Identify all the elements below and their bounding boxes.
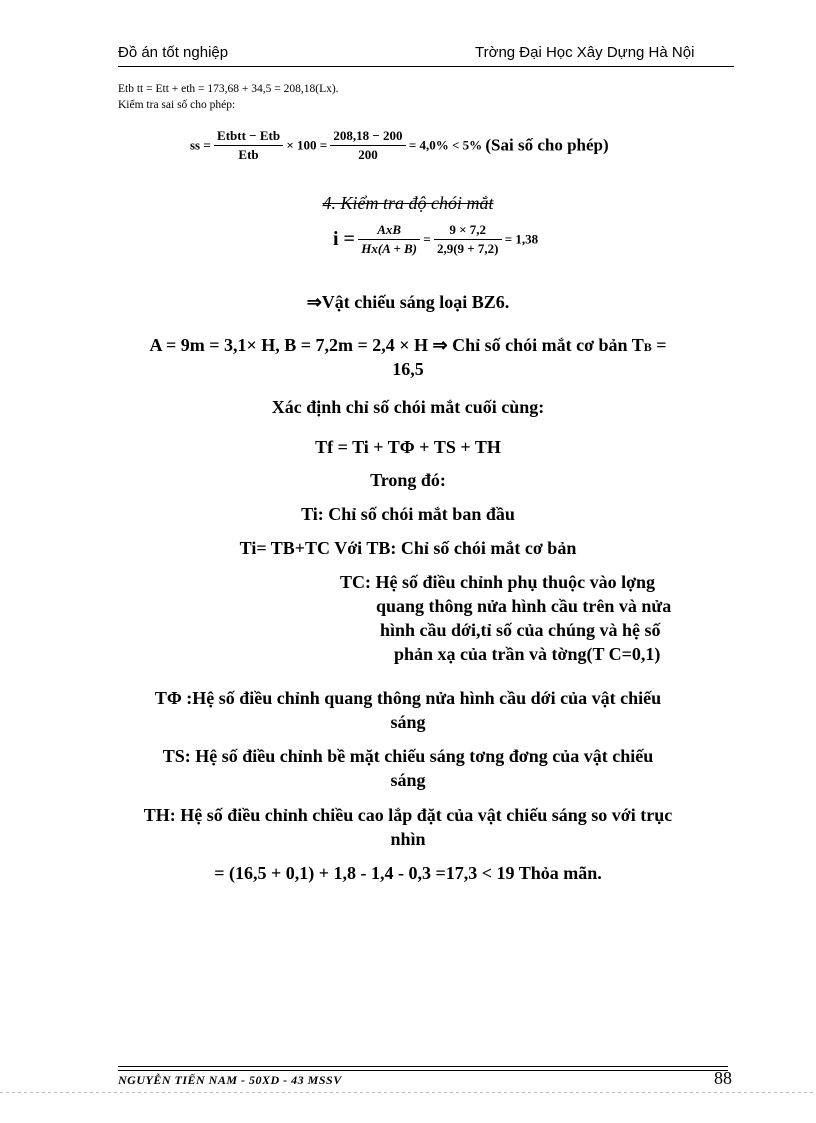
def-tc-1: TC: Hệ số điều chỉnh phụ thuộc vào lợng — [340, 572, 656, 592]
dimensions-text: A = 9m = 3,1× H, B = 7,2m = 2,4 × H ⇒ Chỉ số chói mắt cơ bản T — [149, 335, 644, 355]
final-index-formula: Tf = Ti + TΦ + TS + TH — [315, 437, 501, 457]
eq2-eq: = — [423, 231, 431, 247]
glare-index-equation — [333, 222, 538, 257]
eq2-fraction — [358, 222, 420, 257]
eq2-numerator-2: 9 × 7,2 — [434, 222, 502, 240]
header-rule — [118, 66, 734, 67]
def-ti-formula: Ti= TB+TC Với TB: Chỉ số chói mắt cơ bản — [239, 538, 577, 558]
eq2-fraction-2 — [434, 222, 502, 257]
eq2-denominator-2: 2,9(9 + 7,2) — [436, 241, 499, 256]
calc-line-1: Etb tt = Ett + eth = 173,68 + 34,5 = 208,18(Lx). — [118, 83, 339, 95]
error-equation — [190, 128, 609, 163]
def-tc-3: hình cầu dới,tỉ số của chúng và hệ số — [380, 620, 661, 640]
eq1-fraction-2 — [330, 128, 405, 163]
dimensions-eq: = — [651, 335, 667, 355]
eq1-mult: × 100 = — [286, 137, 328, 153]
def-ts-2: sáng — [390, 770, 426, 790]
eq1-denominator-2: 200 — [358, 147, 378, 162]
dimensions-line — [0, 333, 816, 359]
eq2-result: = 1,38 — [504, 231, 539, 247]
dimensions-line-cont: 16,5 — [392, 359, 424, 379]
where-label: Trong đó: — [370, 470, 446, 490]
eq1-lhs: ss = — [190, 137, 211, 153]
final-index-heading: Xác định chỉ số chói mắt cuối cùng: — [271, 397, 545, 417]
eq2-denominator: Hx(A + B) — [361, 241, 418, 256]
def-th-1: TH: Hệ số điều chỉnh chiều cao lắp đặt của vật chiếu sáng so với trục — [143, 805, 673, 825]
page-number: 88 — [714, 1068, 732, 1088]
eq2-lhs: i = — [333, 228, 355, 250]
page-edge-dots — [0, 1092, 816, 1093]
eq1-fraction — [214, 128, 283, 163]
def-ti: Ti: Chỉ số chói mắt ban đầu — [301, 504, 515, 524]
def-tc-2: quang thông nửa hình cầu trên và nửa — [376, 596, 672, 616]
footer-rule-2 — [118, 1070, 728, 1071]
header-left: Đồ án tốt nghiệp — [118, 44, 229, 61]
calc-line-2: Kiểm tra sai số cho phép: — [118, 99, 236, 111]
def-ts-1: TS: Hệ số điều chỉnh bề mặt chiếu sáng tơng đơng của vật chiếu — [162, 746, 654, 766]
section-title: 4. Kiểm tra độ chói mắt — [322, 193, 494, 213]
eq2-numerator: AxB — [358, 222, 420, 240]
dimensions-subscript: B — [643, 340, 652, 354]
luminaire-type-line: ⇒Vật chiếu sáng loại BZ6. — [306, 292, 510, 312]
def-tphi-1: TΦ :Hệ số điều chỉnh quang thông nửa hình cầu dới của vật chiếu — [154, 688, 662, 708]
eq1-note: (Sai số cho phép) — [485, 135, 609, 155]
header-right: Trờng Đại Học Xây Dựng Hà Nội — [475, 44, 695, 61]
def-th-2: nhìn — [390, 829, 426, 849]
eq1-numerator-2: 208,18 − 200 — [330, 128, 405, 146]
def-tphi-2: sáng — [390, 712, 426, 732]
eq1-numerator: Etbtt − Etb — [214, 128, 283, 146]
result-line: = (16,5 + 0,1) + 1,8 - 1,4 - 0,3 =17,3 < 19 Thỏa mãn. — [214, 863, 602, 883]
eq1-denominator: Etb — [238, 147, 259, 162]
footer-author: NGUYỄN TIẾN NAM - 50XD - 43 MSSV — [118, 1073, 342, 1087]
def-tc-4: phản xạ của trần và tờng(T C=0,1) — [394, 644, 661, 664]
footer-rule-1 — [118, 1066, 728, 1067]
eq1-result: = 4,0% < 5% — [408, 137, 483, 153]
